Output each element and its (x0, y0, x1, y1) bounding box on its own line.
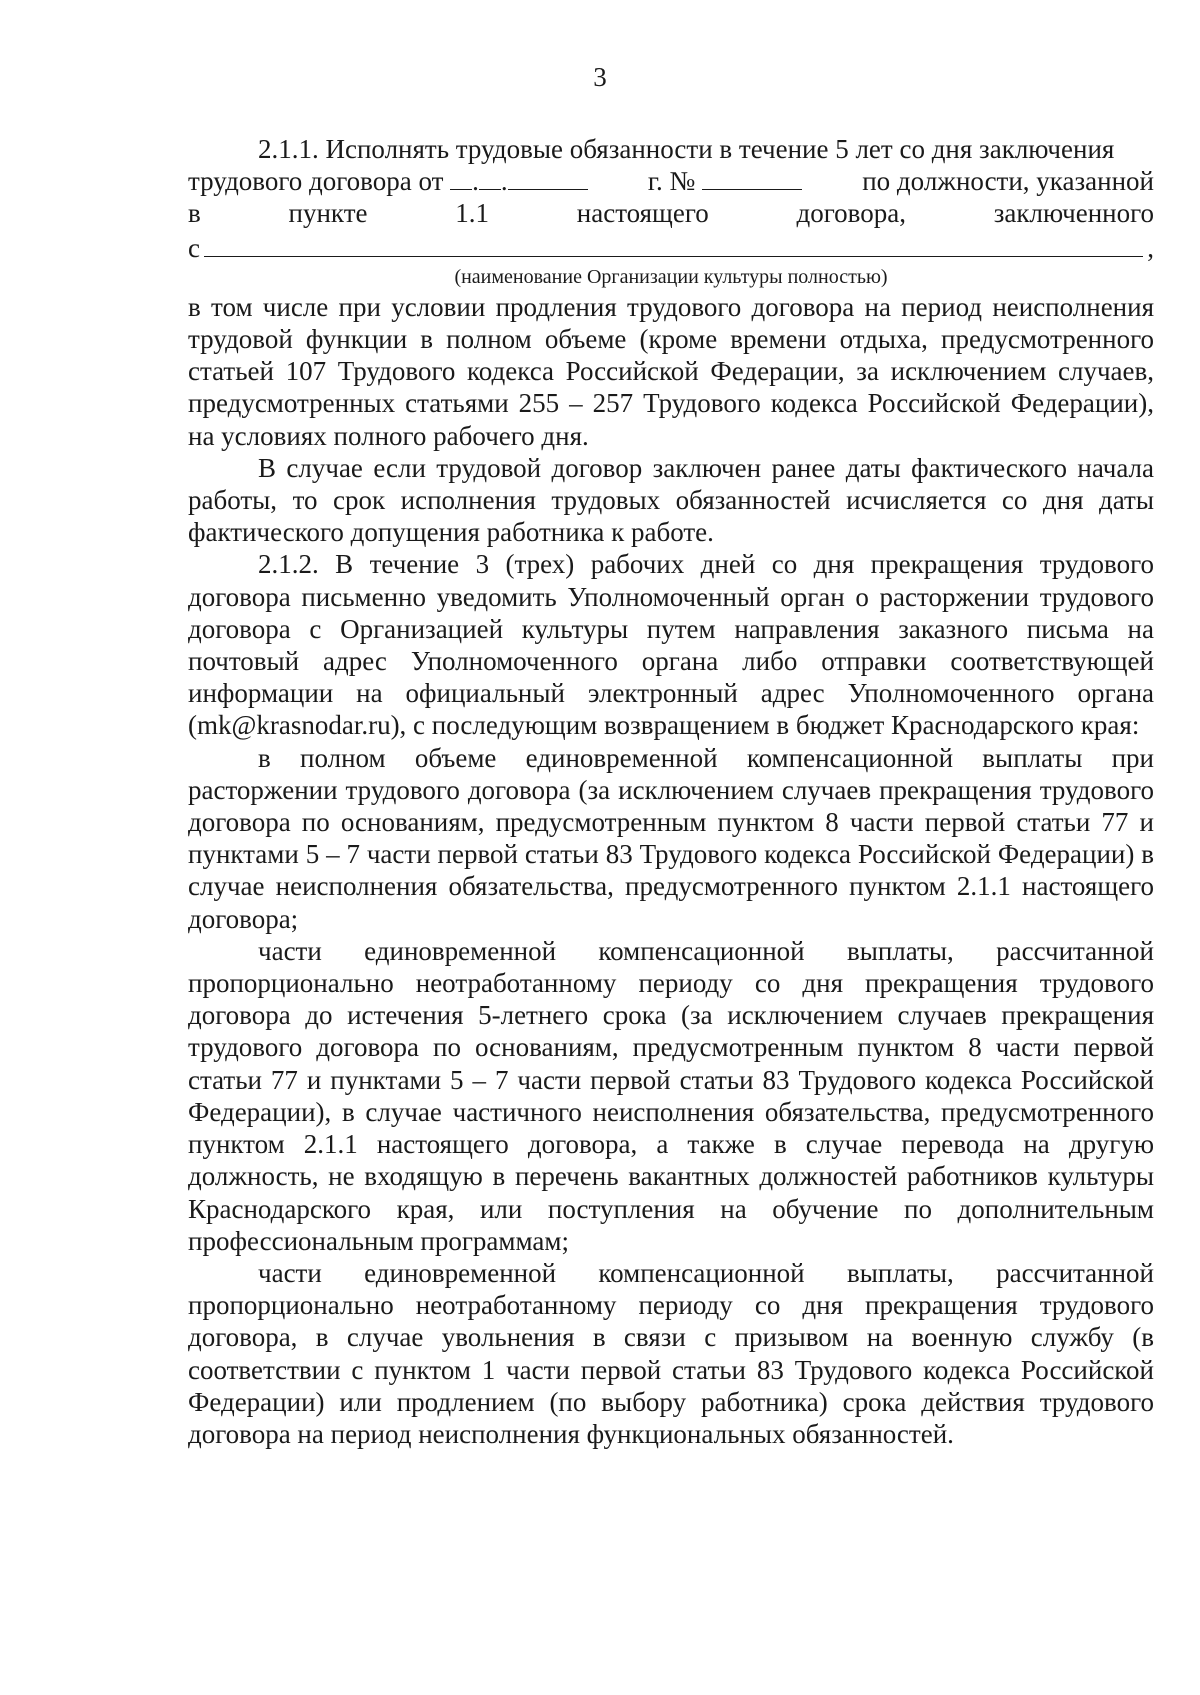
start-date-paragraph: В случае если трудовой договор заключен ранее даты фактического начала работы, то срок исполнения трудовых обязанностей исчисляется со дня даты фактического допущения работника к работе. (188, 452, 1154, 548)
refund-item-military: части единовременной компенсационной выплаты, рассчитанной пропорционально неотработанному периоду со дня прекращения трудового договора, в случае увольнения в связи с призывом на военную службу (в соответствии с пунктом 1 части первой статьи 83 Трудового кодекса Российской Федерации) или продлением (по выбору работника) срока действия трудового договора на период неисполнения функциональных обязанностей. (188, 1257, 1154, 1449)
organization-name-caption: (наименование Организации культуры полностью) (454, 265, 888, 288)
clause-2-1-1-line-2 (188, 165, 1154, 197)
organization-name-blank[interactable] (204, 230, 1143, 257)
refund-item-full: в полном объеме единовременной компенсационной выплаты при расторжении трудового договора (за исключением случаев прекращения трудового договора по основаниям, предусмотренным пунктом 8 части первой статьи 77 и пунктами 5 – 7 части первой статьи 83 Трудового кодекса Российской Федерации) в случае неисполнения обязательства, предусмотренного пунктом 2.1.1 настоящего договора; (188, 742, 1154, 934)
document-body (188, 133, 1154, 1450)
clause-2-1-1-line-3: в пункте 1.1 настоящего договора, заключенного (188, 198, 1154, 229)
page-number: 3 (593, 62, 607, 92)
clause-2-1-1-line-1: 2.1.1. Исполнять трудовые обязанности в течение 5 лет со дня заключения (258, 134, 1115, 164)
day-blank[interactable] (450, 165, 472, 190)
contract-date-label: трудового договора от . . (188, 165, 588, 197)
clause-2-1-2: 2.1.2. В течение 3 (трех) рабочих дней со дня прекращения трудового договора письменно уведомить Уполномоченный орган о расторжении трудового договора с Организацией культуры путем направления заказного письма на почтовый адрес Уполномоченного органа либо отправки соответствующей информации на официальный электронный адрес Уполномоченного органа (mk@krasnodar.ru), с последующим возвращением в бюджет Краснодарского края: (188, 549, 1154, 741)
year-blank[interactable] (508, 165, 588, 190)
month-blank[interactable] (479, 165, 501, 190)
contract-number-label: г. № (648, 165, 802, 197)
organization-name-line: с , (188, 230, 1154, 264)
clause-2-1-1-continuation: в том числе при условии продления трудового договора на период неисполнения трудовой функции в полном объеме (кроме времени отдыха, предусмотренного статьей 107 Трудового кодекса Российской Федерации, за исключением случаев, предусмотренных статьями 255 – 257 Трудового кодекса Российской Федерации), на условиях полного рабочего дня. (188, 291, 1154, 451)
refund-item-partial: части единовременной компенсационной выплаты, рассчитанной пропорционально неотработанному периоду со дня прекращения трудового договора до истечения 5-летнего срока (за исключением случаев прекращения трудового договора по основаниям, предусмотренным пунктом 8 части первой статьи 77 и пунктами 5 – 7 части первой статьи 83 Трудового кодекса Российской Федерации), в случае частичного неисполнения обязательства, предусмотренного пунктом 2.1.1 настоящего договора, а также в случае перевода на другую должность, не входящую в перечень вакантных должностей работников культуры Краснодарского края, или поступления на обучение по дополнительным профессиональным программам; (188, 935, 1154, 1256)
position-text: по должности, указанной (862, 166, 1154, 197)
contract-number-blank[interactable] (702, 165, 802, 190)
